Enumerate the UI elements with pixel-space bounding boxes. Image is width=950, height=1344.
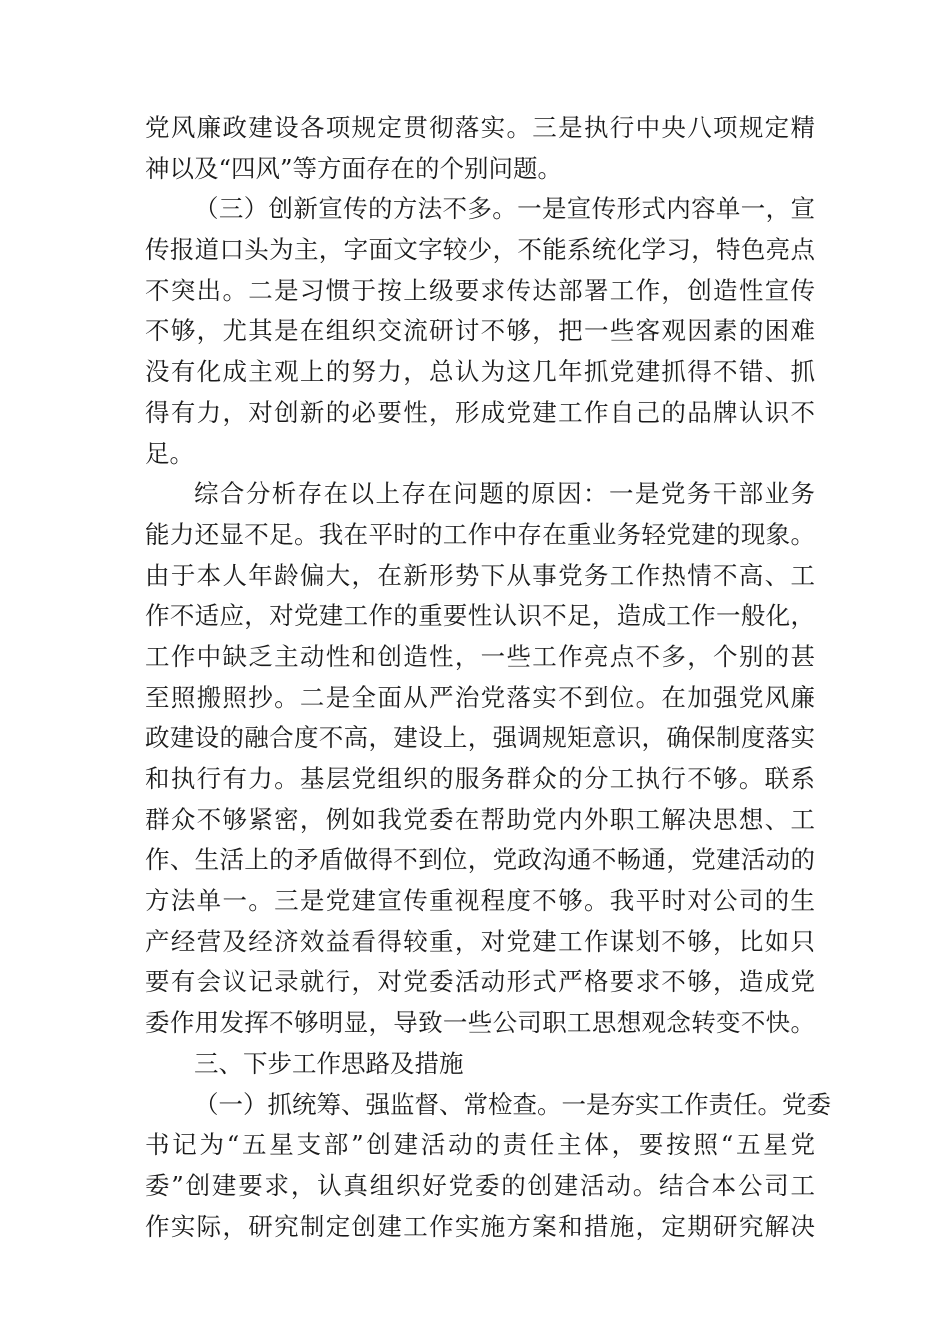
paragraph-continuation (145, 108, 815, 189)
text-line: 作实际，研究制定创建工作实施方案和措施，定期研究解决 (145, 1211, 815, 1241)
text-line: 由于本人年龄偏大，在新形势下从事党务工作热情不高、工 (145, 560, 815, 590)
paragraph-measure-1 (145, 1085, 831, 1248)
text-line: 传报道口头为主，字面文字较少，不能系统化学习，特色亮点 (145, 235, 815, 265)
text-line: 要有会议记录就行，对党委活动形式严格要求不够，造成党 (145, 967, 815, 997)
text-line: 书记为“五星支部”创建活动的责任主体，要按照“五星党 (145, 1130, 815, 1160)
text-line: （一）抓统筹、强监督、常检查。一是夯实工作责任。党委 (194, 1089, 831, 1119)
text-line: 群众不够紧密，例如我党委在帮助党内外职工解决思想、工 (145, 804, 815, 834)
text-line: 足。 (145, 438, 194, 468)
text-line: 综合分析存在以上存在问题的原因：一是党务干部业务 (194, 479, 815, 509)
text-line: 委作用发挥不够明显，导致一些公司职工思想观念转变不快。 (145, 1008, 815, 1038)
paragraph-cause-analysis (145, 474, 815, 1044)
text-line: 委”创建要求，认真组织好党委的创建活动。结合本公司工 (145, 1170, 815, 1200)
text-line: 工作中缺乏主动性和创造性，一些工作亮点不多，个别的甚 (145, 641, 815, 671)
text-line: 三、下步工作思路及措施 (194, 1048, 464, 1078)
text-line: 作不适应，对党建工作的重要性认识不足，造成工作一般化， (145, 601, 815, 631)
text-line: 党风廉政建设各项规定贯彻落实。三是执行中央八项规定精 (145, 113, 815, 142)
text-line: 和执行有力。基层党组织的服务群众的分工执行不够。联系 (145, 764, 815, 793)
text-line: 作、生活上的矛盾做得不到位，党政沟通不畅通，党建活动的 (145, 845, 815, 875)
text-line: 没有化成主观上的努力，总认为这几年抓党建抓得不错、抓 (145, 357, 815, 387)
text-line: 方法单一。三是党建宣传重视程度不够。我平时对公司的生 (145, 886, 815, 916)
text-line: 不突出。二是习惯于按上级要求传达部署工作，创造性宣传 (145, 275, 815, 305)
text-line: （三）创新宣传的方法不多。一是宣传形式内容单一，宣 (194, 194, 815, 224)
text-line: 政建设的融合度不高，建设上，强调规矩意识，确保制度落实 (145, 723, 815, 753)
document-body (145, 108, 831, 1247)
text-line: 得有力，对创新的必要性，形成党建工作自己的品牌认识不 (145, 397, 815, 427)
paragraph-section-3 (145, 189, 815, 474)
heading-section-three (145, 1044, 815, 1085)
text-line: 至照搬照抄。二是全面从严治党落实不到位。在加强党风廉 (145, 682, 815, 712)
text-line: 神以及“四风”等方面存在的个别问题。 (145, 153, 563, 183)
text-line: 能力还显不足。我在平时的工作中存在重业务轻党建的现象。 (145, 519, 815, 549)
text-line: 不够，尤其是在组织交流研讨不够，把一些客观因素的困难 (145, 316, 815, 346)
text-line: 产经营及经济效益看得较重，对党建工作谋划不够，比如只 (145, 926, 815, 956)
